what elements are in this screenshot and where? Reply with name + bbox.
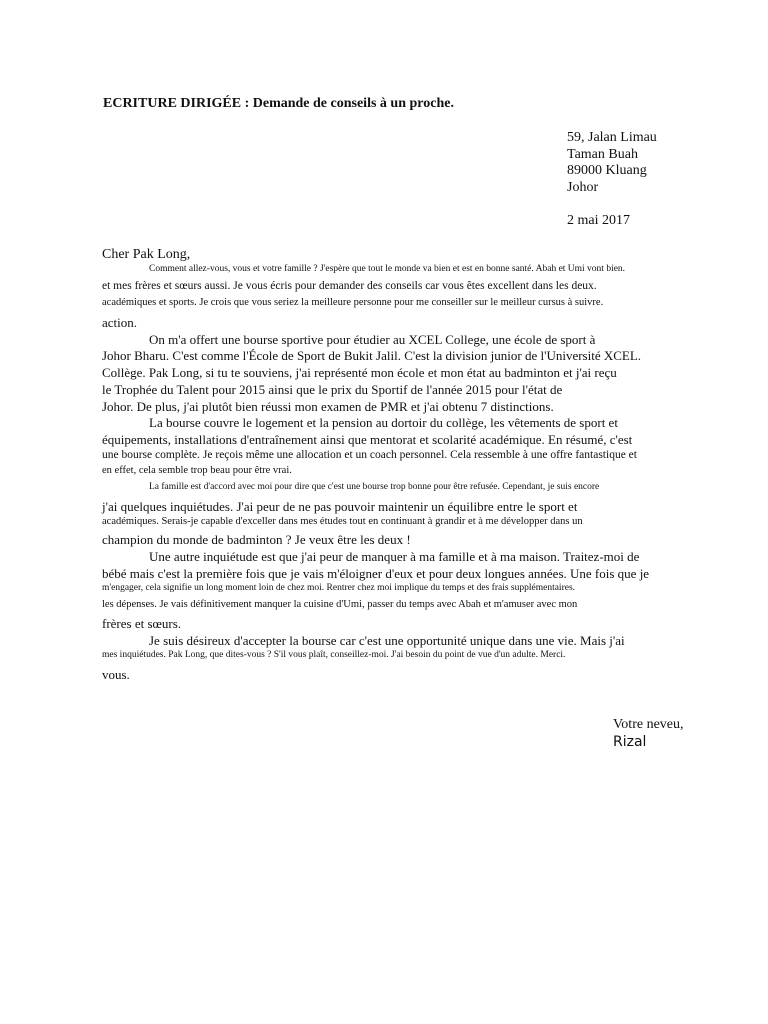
address-line: Taman Buah xyxy=(567,147,638,162)
body-line: Johor Bharu. C'est comme l'École de Sport de Bukit Jalil. C'est la division junior de l'Université XCEL. xyxy=(102,348,642,363)
body-line: bébé mais c'est la première fois que je vais m'éloigner d'eux et pour deux longues années. Une fois que je xyxy=(102,566,650,581)
body-line: La bourse couvre le logement et la pension au dortoir du collège, les vêtements de sport et xyxy=(149,415,618,430)
signature: Rizal xyxy=(613,734,647,750)
address-line: 59, Jalan Limau xyxy=(567,130,657,145)
body-line: académiques et sports. Je crois que vous seriez la meilleure personne pour me conseiller sur le meilleur cursus à suivre. xyxy=(102,297,604,308)
body-line: Collège. Pak Long, si tu te souviens, j'ai représenté mon école et mon état au badminton et j'ai reçu xyxy=(102,365,617,380)
body-line: La famille est d'accord avec moi pour dire que c'est une bourse trop bonne pour être refusée. Cependant, je suis encore xyxy=(149,482,600,492)
body-line: vous. xyxy=(102,667,130,682)
body-line: action. xyxy=(102,315,138,330)
body-line: Je suis désireux d'accepter la bourse car c'est une opportunité unique dans une vie. Mais j'ai xyxy=(149,633,625,648)
body-line: m'engager, cela signifie un long moment loin de chez moi. Rentrer chez moi implique du temps et des frais supplémentaires. xyxy=(102,583,576,593)
heading: ECRITURE DIRIGÉE : Demande de conseils à un proche. xyxy=(103,96,454,111)
body-line: et mes frères et sœurs aussi. Je vous écris pour demander des conseils car vous êtes excellent dans les deux. xyxy=(102,280,597,292)
body-line: Comment allez-vous, vous et votre famille ? J'espère que tout le monde va bien et est en bonne santé. Abah et Umi vont bien. xyxy=(149,264,626,274)
letter-date: 2 mai 2017 xyxy=(567,213,630,228)
body-line: j'ai quelques inquiétudes. J'ai peur de ne pas pouvoir maintenir un équilibre entre le sport et xyxy=(102,499,578,514)
body-line: Johor. De plus, j'ai plutôt bien réussi mon examen de PMR et j'ai obtenu 7 distinctions. xyxy=(102,399,554,414)
body-line: On m'a offert une bourse sportive pour étudier au XCEL College, une école de sport à xyxy=(149,332,596,347)
body-line: frères et sœurs. xyxy=(102,616,182,631)
body-line: équipements, installations d'entraînement ainsi que mentorat et scolarité académique. En résumé, c'est xyxy=(102,432,633,447)
body-line: le Trophée du Talent pour 2015 ainsi que le prix du Sportif de l'année 2015 pour l'état de xyxy=(102,382,563,397)
address-line: Johor xyxy=(567,180,599,195)
body-line: mes inquiétudes. Pak Long, que dites-vous ? S'il vous plaît, conseillez-moi. J'ai besoin du point de vue d'un adulte. Merci. xyxy=(102,650,566,660)
closing: Votre neveu, xyxy=(613,717,684,732)
body-line: une bourse complète. Je reçois même une allocation et un coach personnel. Cela ressemble à une offre fantastique et xyxy=(102,449,637,461)
address-line: 89000 Kluang xyxy=(567,163,647,178)
salutation: Cher Pak Long, xyxy=(102,247,191,262)
body-line: en effet, cela semble trop beau pour être vrai. xyxy=(102,465,292,476)
body-line: académiques. Serais-je capable d'exceller dans mes études tout en continuant à grandir et à me développer dans un xyxy=(102,516,583,527)
body-line: champion du monde de badminton ? Je veux être les deux ! xyxy=(102,532,411,547)
body-line: Une autre inquiétude est que j'ai peur de manquer à ma famille et à ma maison. Traitez-moi de xyxy=(149,549,640,564)
body-line: les dépenses. Je vais définitivement manquer la cuisine d'Umi, passer du temps avec Abah et m'amuser avec mon xyxy=(102,599,578,610)
